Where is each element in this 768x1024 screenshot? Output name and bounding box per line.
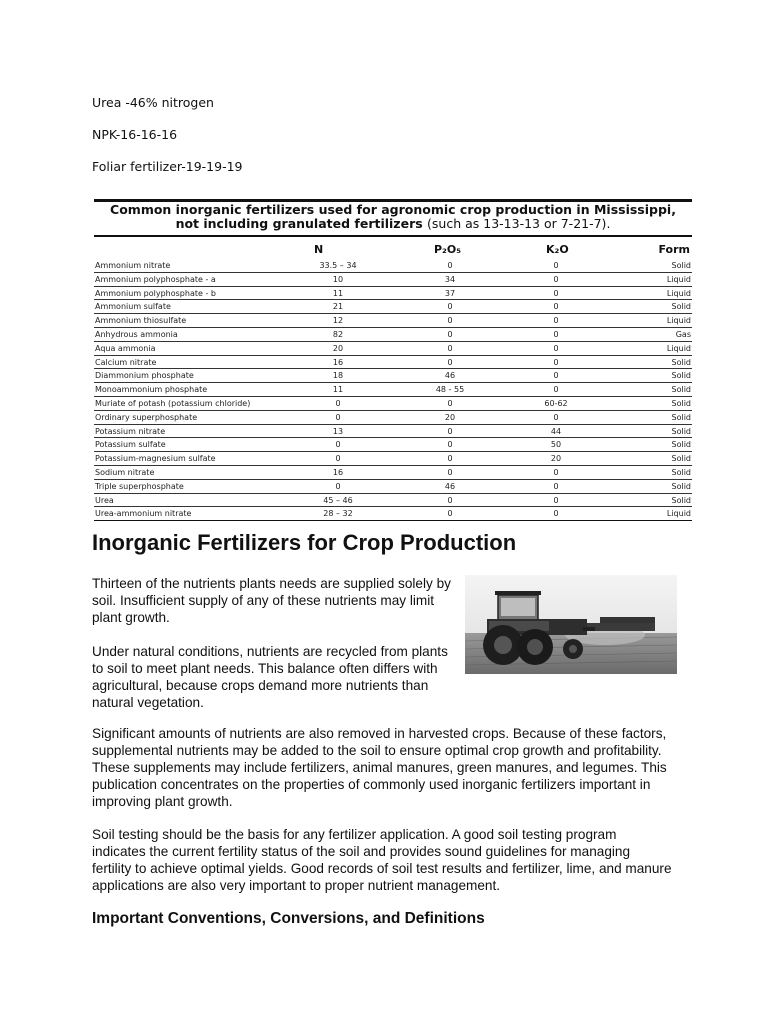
- table-row: [94, 383, 692, 397]
- table-row: [94, 425, 692, 439]
- paragraph-1: Thirteen of the nutrients plants needs are supplied solely by soil. Insufficient supply of any of these nutrients may limit plant growth.: [92, 576, 451, 625]
- cell-form: Liquid: [666, 288, 691, 298]
- table-body: [94, 259, 692, 521]
- cell-k2o: 0: [553, 357, 559, 367]
- cell-k2o: 50: [550, 440, 562, 450]
- cell-name: Calcium nitrate: [95, 357, 157, 367]
- cell-p2o5: 34: [444, 274, 456, 284]
- cell-p2o5: 46: [444, 481, 456, 491]
- cell-name: Potassium nitrate: [95, 426, 166, 436]
- cell-form: Solid: [671, 481, 691, 491]
- cell-n: 13: [332, 426, 344, 436]
- cell-p2o5: 0: [447, 454, 453, 464]
- cell-name: Triple superphosphate: [95, 481, 184, 491]
- cell-form: Liquid: [666, 316, 691, 326]
- header-form: Form: [658, 243, 690, 256]
- table-title-line1: Common inorganic fertilizers used for agronomic crop production in Mississippi,: [110, 202, 676, 217]
- cell-name: Ammonium polyphosphate - b: [95, 288, 216, 298]
- cell-k2o: 0: [553, 329, 559, 339]
- cell-p2o5: 0: [447, 467, 453, 477]
- cell-n: 16: [332, 467, 344, 477]
- cell-n: 45 – 46: [323, 495, 353, 505]
- table-row: [94, 328, 692, 342]
- cell-n: 28 – 32: [323, 509, 353, 519]
- cell-p2o5: 0: [447, 329, 453, 339]
- fertilizer-table: [94, 199, 692, 521]
- cell-form: Solid: [671, 440, 691, 450]
- cell-form: Solid: [671, 426, 691, 436]
- cell-n: 33.5 – 34: [319, 261, 357, 270]
- cell-p2o5: 0: [447, 509, 453, 519]
- article-title: Inorganic Fertilizers for Crop Production: [92, 530, 517, 555]
- cell-n: 11: [332, 385, 344, 395]
- table-row: [94, 356, 692, 370]
- cell-k2o: 0: [553, 467, 559, 477]
- cell-p2o5: 46: [444, 371, 456, 381]
- note-urea: Urea -46% nitrogen: [92, 95, 214, 110]
- cell-k2o: 60-62: [544, 398, 568, 408]
- table-row: [94, 259, 692, 273]
- cell-n: 21: [332, 302, 344, 312]
- cell-p2o5: 0: [447, 426, 453, 436]
- cell-n: 10: [332, 274, 344, 284]
- table-row: [94, 342, 692, 356]
- cell-p2o5: 0: [447, 357, 453, 367]
- cell-name: Potassium-magnesium sulfate: [95, 454, 216, 464]
- cell-name: Sodium nitrate: [95, 467, 155, 477]
- cell-n: 11: [332, 288, 344, 298]
- cell-name: Urea: [95, 495, 114, 505]
- cell-form: Solid: [671, 398, 691, 408]
- cell-k2o: 44: [550, 426, 562, 436]
- table-title-line2a: not including granulated fertilizers: [175, 216, 423, 231]
- cell-form: Gas: [675, 329, 691, 339]
- cell-name: Anhydrous ammonia: [95, 329, 178, 339]
- cell-p2o5: 0: [447, 261, 453, 270]
- table-row: [94, 369, 692, 383]
- table-row: [94, 287, 692, 301]
- cell-k2o: 0: [553, 288, 559, 298]
- table-title-line2b: (such as 13-13-13 or 7-21-7).: [427, 216, 611, 231]
- cell-k2o: 20: [550, 454, 562, 464]
- cell-n: 0: [335, 440, 341, 450]
- cell-k2o: 0: [553, 302, 559, 312]
- cell-name: Ammonium thiosulfate: [95, 316, 187, 326]
- cell-name: Diammonium phosphate: [95, 371, 194, 381]
- cell-p2o5: 0: [447, 302, 453, 312]
- header-p2o5: P₂O₅: [434, 243, 462, 256]
- table-row: [94, 507, 692, 521]
- table-row: [94, 438, 692, 452]
- cell-k2o: 0: [553, 274, 559, 284]
- table-row: [94, 466, 692, 480]
- cell-n: 0: [335, 454, 341, 464]
- paragraph-2: Under natural conditions, nutrients are recycled from plants to soil to meet plant needs. This balance often differs with agricultural, because crops demand more nutrients than natural vegetation.: [92, 644, 448, 710]
- cell-form: Solid: [671, 385, 691, 395]
- cell-k2o: 0: [553, 412, 559, 422]
- cell-name: Ordinary superphosphate: [95, 412, 198, 422]
- cell-k2o: 0: [553, 509, 559, 519]
- cell-name: Ammonium polyphosphate - a: [95, 274, 216, 284]
- cell-n: 16: [332, 357, 344, 367]
- paragraph-4: Soil testing should be the basis for any fertilizer application. A good soil testing program indicates the current fertility status of the soil and provides sound guidelines for managing fertility to achieve optimal yields. Good records of soil test results and fertilizer, lime, and manure applications are also very important to proper nutrient management.: [92, 827, 672, 893]
- cell-p2o5: 0: [447, 440, 453, 450]
- cell-form: Liquid: [666, 274, 691, 284]
- table-row: [94, 314, 692, 328]
- cell-form: Solid: [671, 454, 691, 464]
- cell-k2o: 0: [553, 385, 559, 395]
- cell-k2o: 0: [553, 343, 559, 353]
- note-npk: NPK-16-16-16: [92, 127, 178, 142]
- table-row: [94, 494, 692, 508]
- cell-k2o: 0: [553, 261, 559, 270]
- header-n: N: [314, 243, 324, 256]
- cell-p2o5: 37: [444, 288, 456, 298]
- cell-name: Monoammonium phosphate: [95, 385, 208, 395]
- cell-n: 0: [335, 412, 341, 422]
- header-k2o: K₂O: [546, 243, 569, 256]
- cell-k2o: 0: [553, 316, 559, 326]
- cell-n: 20: [332, 343, 344, 353]
- cell-k2o: 0: [553, 481, 559, 491]
- cell-p2o5: 0: [447, 398, 453, 408]
- cell-n: 18: [332, 371, 344, 381]
- cell-n: 12: [332, 316, 344, 326]
- table-row: [94, 273, 692, 287]
- cell-name: Urea-ammonium nitrate: [95, 509, 192, 519]
- cell-form: Liquid: [666, 343, 691, 353]
- cell-form: Solid: [671, 261, 691, 270]
- cell-form: Liquid: [666, 509, 691, 519]
- cell-name: Potassium sulfate: [95, 440, 166, 450]
- cell-form: Solid: [671, 371, 691, 381]
- section-subheading: Important Conventions, Conversions, and Definitions: [92, 910, 485, 927]
- cell-name: Ammonium sulfate: [95, 302, 171, 312]
- table-header: [94, 237, 692, 259]
- paragraph-3: Significant amounts of nutrients are also removed in harvested crops. Because of these factors, supplemental nutrients may be added to the soil to ensure optimal crop growth and profitability. These supplements may include fertilizers, animal manures, green manures, and legumes. This publication concentrates on the properties of commonly used inorganic fertilizers important in improving plant growth.: [92, 726, 667, 809]
- cell-k2o: 0: [553, 371, 559, 381]
- table-title: [94, 202, 692, 234]
- cell-k2o: 0: [553, 495, 559, 505]
- cell-p2o5: 48 - 55: [435, 385, 465, 395]
- table-row: [94, 397, 692, 411]
- cell-name: Aqua ammonia: [95, 343, 156, 353]
- cell-p2o5: 0: [447, 343, 453, 353]
- cell-p2o5: 20: [444, 412, 456, 422]
- tractor-photo: [465, 575, 677, 674]
- cell-form: Solid: [671, 467, 691, 477]
- cell-p2o5: 0: [447, 316, 453, 326]
- table-row: [94, 300, 692, 314]
- cell-n: 0: [335, 481, 341, 491]
- table-row: [94, 411, 692, 425]
- cell-n: 82: [332, 329, 344, 339]
- cell-name: Ammonium nitrate: [95, 261, 171, 270]
- cell-p2o5: 0: [447, 495, 453, 505]
- table-row: [94, 480, 692, 494]
- note-foliar: Foliar fertilizer-19-19-19: [92, 159, 243, 174]
- cell-n: 0: [335, 398, 341, 408]
- cell-form: Solid: [671, 302, 691, 312]
- cell-name: Muriate of potash (potassium chloride): [95, 398, 251, 408]
- table-row: [94, 452, 692, 466]
- table-title-line2: [94, 217, 692, 231]
- cell-form: Solid: [671, 495, 691, 505]
- cell-form: Solid: [671, 357, 691, 367]
- cell-form: Solid: [671, 412, 691, 422]
